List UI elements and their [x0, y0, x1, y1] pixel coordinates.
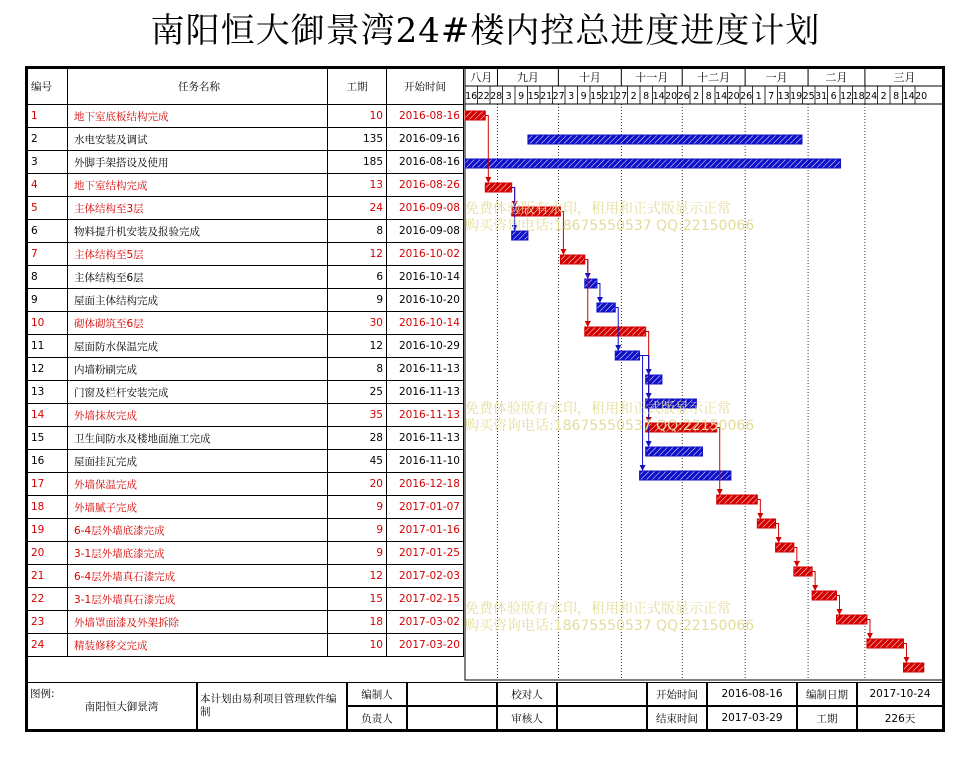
task-duration: 6: [328, 266, 387, 289]
task-num: 8: [28, 266, 68, 289]
checker-value: [557, 682, 647, 706]
day-tick-label: 8: [893, 91, 900, 102]
task-duration: 9: [328, 542, 387, 565]
task-name: 外墙保温完成: [68, 473, 328, 496]
task-start: 2017-01-07: [387, 496, 464, 519]
day-tick-label: 21: [602, 91, 615, 102]
task-num: 14: [28, 404, 68, 427]
task-name: 3-1层外墙真石漆完成: [68, 588, 328, 611]
day-tick-label: 14: [715, 91, 728, 102]
gantt-bar: [560, 255, 584, 264]
gantt-bar: [646, 447, 703, 456]
task-name: 水电安装及调试: [68, 128, 328, 151]
task-name: 精装修移交完成: [68, 634, 328, 657]
task-duration: 9: [328, 496, 387, 519]
gantt-bar: [512, 207, 561, 216]
task-start: 2016-10-14: [387, 266, 464, 289]
duration-value: 226天: [857, 706, 943, 730]
gantt-bar: [903, 663, 923, 672]
gantt-bar: [867, 639, 904, 648]
day-tick-label: 19: [790, 91, 803, 102]
day-tick-label: 21: [540, 91, 553, 102]
task-num: 23: [28, 611, 68, 634]
gantt-bar: [528, 135, 802, 144]
dependency-link: [485, 116, 488, 183]
task-num: 9: [28, 289, 68, 312]
task-start: 2016-08-16: [387, 151, 464, 174]
task-name: 卫生间防水及楼地面施工完成: [68, 427, 328, 450]
header-duration: 工期: [328, 69, 387, 105]
reviewer-value: [557, 706, 647, 730]
task-name: 主体结构至5层: [68, 243, 328, 266]
header-num: 编号: [28, 69, 68, 105]
task-duration: 12: [328, 243, 387, 266]
task-start: 2016-11-13: [387, 427, 464, 450]
task-start: 2017-02-03: [387, 565, 464, 588]
gantt-bar: [776, 543, 794, 552]
task-duration: 18: [328, 611, 387, 634]
task-start: 2016-11-13: [387, 381, 464, 404]
end-value: 2017-03-29: [707, 706, 797, 730]
compiler-value: [407, 682, 497, 706]
day-tick-label: 20: [665, 91, 678, 102]
day-tick-label: 2: [693, 91, 700, 102]
watermark-line2: 购买咨询电话:18675550537 QQ:22150066: [465, 418, 755, 434]
legend-label: 图例:: [27, 682, 47, 730]
day-tick-label: 3: [568, 91, 575, 102]
task-num: 24: [28, 634, 68, 657]
day-tick-label: 14: [652, 91, 665, 102]
task-name: 内墙粉刷完成: [68, 358, 328, 381]
compiler-label: 编制人: [347, 682, 407, 706]
day-tick-label: 26: [740, 91, 753, 102]
day-tick-label: 8: [643, 91, 650, 102]
task-start: 2016-12-18: [387, 473, 464, 496]
task-name: 外脚手架搭设及使用: [68, 151, 328, 174]
task-name: 主体结构至3层: [68, 197, 328, 220]
task-duration: 12: [328, 565, 387, 588]
task-start: 2016-09-08: [387, 197, 464, 220]
day-tick-label: 2: [630, 91, 637, 102]
day-tick-label: 16: [465, 91, 478, 102]
reviewer-label: 审核人: [497, 706, 557, 730]
start-label: 开始时间: [647, 682, 707, 706]
gantt-bar: [585, 327, 646, 336]
task-num: 18: [28, 496, 68, 519]
task-start: 2016-10-20: [387, 289, 464, 312]
task-name: 地下室结构完成: [68, 174, 328, 197]
gantt-bar: [836, 615, 866, 624]
task-duration: 8: [328, 220, 387, 243]
task-start: 2016-10-29: [387, 335, 464, 358]
dependency-link: [640, 356, 649, 375]
gantt-bar: [646, 375, 662, 384]
task-start: 2016-09-16: [387, 128, 464, 151]
task-name: 3-1层外墙底漆完成: [68, 542, 328, 565]
task-num: 12: [28, 358, 68, 381]
task-duration: 12: [328, 335, 387, 358]
footer: [27, 682, 943, 730]
gantt-bar: [717, 495, 758, 504]
owner-value: [407, 706, 497, 730]
watermark-line1: 免费体验版有水印，租用和正式版显示正常: [465, 601, 731, 617]
dependency-link: [585, 260, 588, 327]
task-duration: 35: [328, 404, 387, 427]
task-duration: 185: [328, 151, 387, 174]
header-name: 任务名称: [68, 69, 328, 105]
day-tick-label: 15: [527, 91, 540, 102]
watermark-line2: 购买咨询电话:18675550537 QQ:22150066: [465, 218, 755, 234]
gantt-bar: [615, 351, 639, 360]
day-tick-label: 31: [815, 91, 828, 102]
day-tick-label: 26: [677, 91, 690, 102]
task-num: 5: [28, 197, 68, 220]
task-duration: 45: [328, 450, 387, 473]
gantt-bar: [485, 183, 511, 192]
dependency-link: [640, 356, 643, 471]
end-label: 结束时间: [647, 706, 707, 730]
watermark-line1: 免费体验版有水印，租用和正式版显示正常: [465, 201, 731, 217]
task-name: 外墙抹灰完成: [68, 404, 328, 427]
day-tick-label: 20: [727, 91, 740, 102]
month-label: 二月: [825, 71, 848, 84]
task-num: 19: [28, 519, 68, 542]
task-name: 砌体砌筑至6层: [68, 312, 328, 335]
task-name: 屋面防水保温完成: [68, 335, 328, 358]
day-tick-label: 27: [552, 91, 565, 102]
day-tick-label: 9: [518, 91, 525, 102]
task-name: 外墙腻子完成: [68, 496, 328, 519]
gantt-bar: [640, 471, 731, 480]
date-value: 2017-10-24: [857, 682, 943, 706]
month-label: 十月: [578, 71, 601, 84]
task-duration: 24: [328, 197, 387, 220]
gantt-bar: [465, 159, 841, 168]
task-num: 16: [28, 450, 68, 473]
day-tick-label: 8: [705, 91, 712, 102]
day-tick-label: 20: [915, 91, 928, 102]
task-start: 2016-10-02: [387, 243, 464, 266]
gantt-bar: [512, 231, 528, 240]
task-num: 1: [28, 105, 68, 128]
task-num: 11: [28, 335, 68, 358]
task-name: 物料提升机安装及报验完成: [68, 220, 328, 243]
task-start: 2017-01-16: [387, 519, 464, 542]
task-num: 10: [28, 312, 68, 335]
day-tick-label: 9: [580, 91, 587, 102]
watermark-line2: 购买咨询电话:18675550537 QQ:22150066: [465, 618, 755, 634]
task-start: 2017-03-02: [387, 611, 464, 634]
day-tick-label: 27: [615, 91, 628, 102]
task-duration: 28: [328, 427, 387, 450]
task-start: 2017-02-15: [387, 588, 464, 611]
gantt-bar: [646, 399, 697, 408]
task-duration: 15: [328, 588, 387, 611]
day-tick-label: 2: [880, 91, 887, 102]
watermark-line1: 免费体验版有水印，租用和正式版显示正常: [465, 401, 731, 417]
task-duration: 9: [328, 519, 387, 542]
header-start: 开始时间: [387, 69, 464, 105]
task-duration: 10: [328, 634, 387, 657]
task-name: 地下室底板结构完成: [68, 105, 328, 128]
task-start: 2016-11-13: [387, 404, 464, 427]
month-label: 三月: [893, 71, 916, 84]
task-num: 4: [28, 174, 68, 197]
task-start: 2016-08-16: [387, 105, 464, 128]
month-label: 十二月: [697, 71, 731, 84]
software-note: 本计划由易利项目管理软件编制: [197, 682, 347, 730]
task-duration: 30: [328, 312, 387, 335]
task-num: 13: [28, 381, 68, 404]
task-duration: 9: [328, 289, 387, 312]
day-tick-label: 6: [830, 91, 837, 102]
day-tick-label: 13: [777, 91, 790, 102]
gantt-bar: [465, 111, 485, 120]
task-num: 22: [28, 588, 68, 611]
day-tick-label: 15: [590, 91, 603, 102]
day-tick-label: 18: [852, 91, 865, 102]
task-duration: 25: [328, 381, 387, 404]
task-start: 2017-03-20: [387, 634, 464, 657]
day-tick-label: 7: [768, 91, 775, 102]
day-tick-label: 25: [802, 91, 815, 102]
task-start: 2016-09-08: [387, 220, 464, 243]
task-duration: 13: [328, 174, 387, 197]
day-tick-label: 12: [840, 91, 853, 102]
start-value: 2016-08-16: [707, 682, 797, 706]
task-name: 主体结构至6层: [68, 266, 328, 289]
duration-label: 工期: [797, 706, 857, 730]
task-name: 屋面挂瓦完成: [68, 450, 328, 473]
month-label: 九月: [516, 71, 539, 84]
task-name: 门窗及栏杆安装完成: [68, 381, 328, 404]
task-duration: 8: [328, 358, 387, 381]
page-title: 南阳恒大御景湾24#楼内控总进度进度计划: [150, 11, 821, 51]
task-name: 6-4层外墙真石漆完成: [68, 565, 328, 588]
day-tick-label: 28: [490, 91, 503, 102]
task-name: 外墙罩面漆及外架拆除: [68, 611, 328, 634]
gantt-bar: [646, 423, 717, 432]
task-start: 2017-01-25: [387, 542, 464, 565]
owner-label: 负责人: [347, 706, 407, 730]
day-tick-label: 22: [477, 91, 490, 102]
task-start: 2016-11-10: [387, 450, 464, 473]
gantt-bar: [812, 591, 836, 600]
task-num: 2: [28, 128, 68, 151]
task-num: 6: [28, 220, 68, 243]
task-start: 2016-08-26: [387, 174, 464, 197]
gantt-bar: [585, 279, 597, 288]
day-tick-label: 3: [505, 91, 512, 102]
month-label: 一月: [765, 71, 788, 84]
gantt-bar: [597, 303, 615, 312]
month-label: 八月: [470, 71, 493, 84]
day-tick-label: 14: [902, 91, 915, 102]
gantt-bar: [794, 567, 812, 576]
project-name: 南阳恒大御景湾: [47, 682, 197, 730]
dependency-link: [560, 212, 563, 255]
day-tick-label: 1: [755, 91, 762, 102]
task-name: 屋面主体结构完成: [68, 289, 328, 312]
task-duration: 20: [328, 473, 387, 496]
gantt-bar: [757, 519, 775, 528]
task-num: 15: [28, 427, 68, 450]
day-tick-label: 24: [865, 91, 878, 102]
task-num: 3: [28, 151, 68, 174]
date-label: 编制日期: [797, 682, 857, 706]
task-start: 2016-10-14: [387, 312, 464, 335]
task-duration: 135: [328, 128, 387, 151]
task-start: 2016-11-13: [387, 358, 464, 381]
task-num: 7: [28, 243, 68, 266]
task-num: 21: [28, 565, 68, 588]
task-duration: 10: [328, 105, 387, 128]
task-name: 6-4层外墙底漆完成: [68, 519, 328, 542]
task-num: 20: [28, 542, 68, 565]
task-num: 17: [28, 473, 68, 496]
month-label: 十一月: [635, 71, 669, 84]
dependency-link: [717, 428, 720, 495]
checker-label: 校对人: [497, 682, 557, 706]
